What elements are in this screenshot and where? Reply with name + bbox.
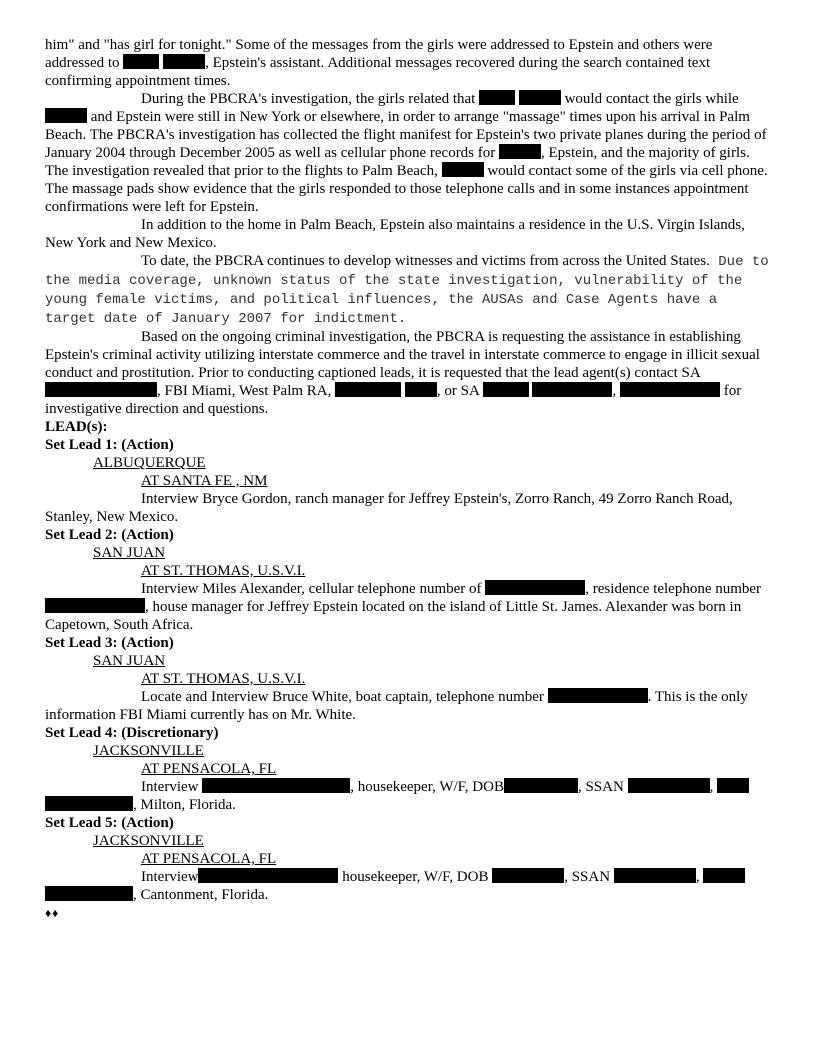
redaction [335, 382, 401, 397]
lead-location [45, 472, 775, 490]
lead-office: JACKSONVILLE [93, 743, 204, 759]
redaction [45, 382, 157, 397]
text: , residence telephone number [585, 581, 762, 597]
redaction [614, 868, 696, 883]
text: Interview [141, 869, 199, 885]
text: , housekeeper, W/F, DOB [350, 779, 504, 795]
redaction [717, 778, 749, 793]
redaction [45, 796, 133, 811]
text: , house manager for Jeffrey Epstein located on the island of Little St. James. Alexander was born in Capetown, South Africa. [45, 599, 742, 633]
text: , FBI Miami, West Palm RA, [157, 383, 336, 399]
text: , SSAN [577, 779, 628, 795]
paragraph-residences [45, 216, 775, 252]
redaction [405, 382, 437, 397]
text: To date, the PBCRA continues to develop witnesses and victims from across the United States. [141, 253, 710, 269]
text: , SSAN [564, 869, 614, 885]
redaction [492, 868, 564, 883]
redaction [45, 108, 87, 123]
lead-location [45, 670, 775, 688]
redaction [485, 580, 585, 595]
text: Interview Miles Alexander, cellular telephone number of [141, 581, 486, 597]
text: for investigative direction and questions. [45, 383, 742, 417]
redaction [479, 90, 515, 105]
lead-title: Set Lead 1: (Action) [45, 437, 174, 453]
lead-instructions [45, 490, 775, 526]
lead-location-text: AT PENSACOLA, FL [141, 851, 277, 867]
lead-office: SAN JUAN [93, 653, 166, 669]
text: , Epstein's assistant. Additional messages recovered during the search contained text confirming appointment times. [45, 55, 711, 89]
text: In addition to the home in Palm Beach, Epstein also maintains a residence in the U.S. Virgin Islands, New York and New Mexico. [45, 217, 745, 251]
lead-office: JACKSONVILLE [93, 833, 204, 849]
lead-title: Set Lead 2: (Action) [45, 527, 174, 543]
text: would contact the girls while [560, 91, 739, 107]
lead-title: Set Lead 4: (Discretionary) [45, 725, 219, 741]
text: Interview [141, 779, 203, 795]
lead-title: Set Lead 3: (Action) [45, 635, 174, 651]
lead-location-text: AT PENSACOLA, FL [141, 761, 277, 777]
text: , [612, 383, 620, 399]
paragraph-victims [45, 252, 775, 328]
text: During the PBCRA's investigation, the girls related that [141, 91, 480, 107]
lead-location-text: AT ST. THOMAS, U.S.V.I. [141, 671, 306, 687]
text: housekeeper, W/F, DOB [338, 869, 493, 885]
redaction [198, 868, 338, 883]
lead-instructions [45, 778, 775, 814]
text: and Epstein were still in New York or elsewhere, in order to arrange "massage" times upon his arrival in Palm Beach. The PBCRA's investigation has collected the flight manifest for Epstein's two private planes during the period of January 2004 through December 2005 as well as cellular phone records for [45, 109, 767, 161]
redaction [202, 778, 350, 793]
leads-heading: LEAD(s): [45, 419, 108, 435]
lead-instructions [45, 688, 775, 724]
lead-location [45, 760, 775, 778]
redaction [620, 382, 720, 397]
text: , or SA [436, 383, 483, 399]
lead-instructions [45, 868, 775, 904]
text: Locate and Interview Bruce White, boat captain, telephone number [141, 689, 548, 705]
lead-location [45, 850, 775, 868]
redaction [483, 382, 529, 397]
redaction [123, 54, 159, 69]
text: , [709, 779, 718, 795]
paragraph-request [45, 328, 775, 418]
typed-insert: Due to the media coverage, unknown status of the state investigation, vulnerability of the young female victims, and political influences, the AUSAs and Case Agents have a target date of January 2007 for indictment. [45, 254, 769, 327]
paragraph-messages [45, 36, 775, 90]
text: Interview Bryce Gordon, ranch manager for Jeffrey Epstein's, Zorro Ranch, 49 Zorro Ranch Road, Stanley, New Mexico. [45, 491, 733, 525]
lead-office: ALBUQUERQUE [93, 455, 206, 471]
text: , Cantonment, Florida. [133, 887, 269, 903]
lead-title: Set Lead 5: (Action) [45, 815, 174, 831]
lead-office: SAN JUAN [93, 545, 166, 561]
redaction [548, 688, 648, 703]
text: . This is the only information FBI Miami currently has on Mr. White. [45, 689, 748, 723]
redaction [45, 886, 133, 901]
redaction [45, 598, 145, 613]
paragraph-investigation [45, 90, 775, 216]
end-marker: ♦♦ [45, 906, 60, 920]
redaction [703, 868, 745, 883]
lead-instructions [45, 580, 775, 634]
redaction [504, 778, 578, 793]
redaction [628, 778, 710, 793]
text: , Milton, Florida. [133, 797, 236, 813]
redaction [442, 162, 484, 177]
lead-location-text: AT SANTA FE , NM [141, 473, 268, 489]
lead-location-text: AT ST. THOMAS, U.S.V.I. [141, 563, 306, 579]
text: would contact some of the girls via cell phone. The massage pads show evidence that the girls responded to those telephone calls and in some instances appointment confirmations were left for Epstein. [45, 163, 768, 215]
lead-location [45, 562, 775, 580]
text: Based on the ongoing criminal investigation, the PBCRA is requesting the assistance in establishing Epstein's criminal activity utilizing interstate commerce and the travel in interstate commerce to engage in illicit sexual conduct and prostitution. Prior to conducting captioned leads, it is requested that the lead agent(s) contact SA [45, 329, 760, 381]
redaction [519, 90, 561, 105]
redaction [163, 54, 205, 69]
document-page [45, 36, 775, 922]
text: , [695, 869, 704, 885]
text: him" and "has girl for tonight." Some of the messages from the girls were addressed to Epstein and others were addressed to [45, 37, 713, 71]
text: , Epstein, and the majority of girls. The investigation revealed that prior to the flights to Palm Beach, [45, 145, 750, 179]
redaction [499, 144, 541, 159]
redaction [532, 382, 612, 397]
